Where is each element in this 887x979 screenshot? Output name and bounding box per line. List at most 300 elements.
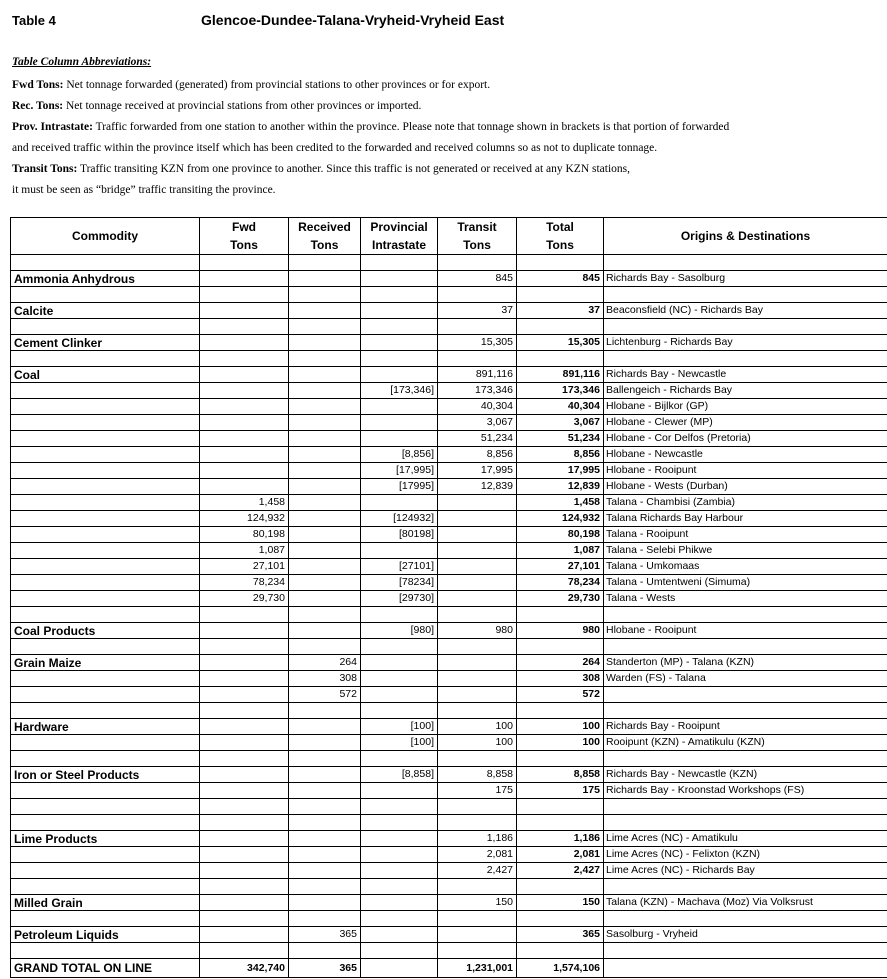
cell-provincial-intrastate: [124932] [361,511,438,527]
cell-origins-destinations: Hlobane - Rooipunt [604,623,887,639]
cell-received-tons [289,591,361,607]
cell-transit-tons: 2,427 [438,863,517,879]
abbreviation-text: Net tonnage received at provincial stations from other provinces or imported. [63,100,422,112]
cell-fwd-tons [200,367,289,383]
grand-total-received: 365 [289,959,361,978]
cell-total-tons: 78,234 [517,575,604,591]
cell-provincial-intrastate [361,911,438,927]
table-row [11,719,887,735]
cell-provincial-intrastate [361,335,438,351]
cell-provincial-intrastate [361,495,438,511]
cell-commodity [11,607,200,623]
cell-provincial-intrastate: [8,856] [361,447,438,463]
cell-provincial-intrastate [361,303,438,319]
cell-fwd-tons: 29,730 [200,591,289,607]
cell-origins-destinations: Hlobane - Wests (Durban) [604,479,887,495]
cell-transit-tons [438,815,517,831]
table-row [11,671,887,687]
table-row [11,463,887,479]
cell-provincial-intrastate [361,687,438,703]
cell-received-tons [289,351,361,367]
cell-commodity: Hardware [11,719,200,735]
cell-transit-tons: 1,186 [438,831,517,847]
cell-total-tons [517,255,604,271]
table-row [11,495,887,511]
cell-transit-tons [438,559,517,575]
cell-commodity [11,319,200,335]
cell-origins-destinations [604,255,887,271]
cell-transit-tons [438,671,517,687]
cell-total-tons: 2,081 [517,847,604,863]
header-commodity: Commodity [11,218,200,255]
cell-transit-tons [438,607,517,623]
cell-provincial-intrastate [361,351,438,367]
cell-total-tons: 27,101 [517,559,604,575]
abbreviation-text: Net tonnage forwarded (generated) from provincial stations to other provinces or for export. [63,79,491,91]
table-row [11,255,887,271]
cell-commodity [11,559,200,575]
cell-transit-tons: 150 [438,895,517,911]
cell-received-tons [289,367,361,383]
cell-total-tons: 40,304 [517,399,604,415]
cell-commodity [11,591,200,607]
cell-commodity [11,527,200,543]
cell-provincial-intrastate: [173,346] [361,383,438,399]
cell-commodity [11,911,200,927]
cell-transit-tons [438,287,517,303]
cell-provincial-intrastate [361,751,438,767]
cell-fwd-tons [200,911,289,927]
table-row [11,591,887,607]
cell-received-tons [289,431,361,447]
abbreviation-text: Traffic transiting KZN from one province to another. Since this traffic is not generated or received at any KZN stations, [77,163,631,175]
cell-transit-tons: 8,856 [438,447,517,463]
cell-total-tons: 80,198 [517,527,604,543]
cell-received-tons [289,943,361,959]
cell-origins-destinations: Hlobane - Rooipunt [604,463,887,479]
cell-total-tons: 173,346 [517,383,604,399]
cell-commodity [11,575,200,591]
table-header-row [11,218,887,255]
cell-fwd-tons: 78,234 [200,575,289,591]
cell-fwd-tons [200,463,289,479]
cell-received-tons [289,399,361,415]
cell-received-tons [289,271,361,287]
cell-fwd-tons: 1,087 [200,543,289,559]
cell-received-tons [289,815,361,831]
cell-fwd-tons [200,319,289,335]
cell-fwd-tons [200,415,289,431]
cell-total-tons: 150 [517,895,604,911]
cell-provincial-intrastate [361,367,438,383]
cell-origins-destinations: Richards Bay - Rooipunt [604,719,887,735]
table-row [11,911,887,927]
cell-commodity [11,879,200,895]
abbreviations-heading: Table Column Abbreviations: [12,56,152,68]
cell-origins-destinations: Hlobane - Clewer (MP) [604,415,887,431]
cell-transit-tons [438,319,517,335]
cell-total-tons: 891,116 [517,367,604,383]
cell-total-tons: 308 [517,671,604,687]
cell-total-tons: 3,067 [517,415,604,431]
cell-transit-tons: 51,234 [438,431,517,447]
cell-fwd-tons [200,271,289,287]
cell-origins-destinations [604,799,887,815]
cell-transit-tons: 891,116 [438,367,517,383]
table-row [11,607,887,623]
cell-commodity: Calcite [11,303,200,319]
cell-provincial-intrastate [361,879,438,895]
cell-commodity [11,639,200,655]
cell-origins-destinations: Talana - Wests [604,591,887,607]
cell-fwd-tons [200,863,289,879]
cell-commodity: Milled Grain [11,895,200,911]
cell-origins-destinations: Lime Acres (NC) - Richards Bay [604,863,887,879]
cell-provincial-intrastate: [980] [361,623,438,639]
cell-received-tons [289,783,361,799]
cell-origins-destinations: Rooipunt (KZN) - Amatikulu (KZN) [604,735,887,751]
cell-commodity [11,815,200,831]
cell-origins-destinations [604,911,887,927]
cell-provincial-intrastate [361,703,438,719]
cell-fwd-tons [200,671,289,687]
cell-commodity [11,751,200,767]
cell-provincial-intrastate [361,655,438,671]
cell-origins-destinations: Warden (FS) - Talana [604,671,887,687]
cell-origins-destinations: Richards Bay - Newcastle (KZN) [604,767,887,783]
cell-fwd-tons [200,447,289,463]
table-row [11,399,887,415]
cell-commodity [11,735,200,751]
cell-total-tons [517,351,604,367]
abbreviation-line [12,117,882,138]
cell-provincial-intrastate [361,831,438,847]
cell-provincial-intrastate: [8,858] [361,767,438,783]
table-row [11,383,887,399]
table-row [11,543,887,559]
cell-provincial-intrastate [361,927,438,943]
cell-origins-destinations: Lichtenburg - Richards Bay [604,335,887,351]
cell-fwd-tons [200,399,289,415]
cell-fwd-tons [200,607,289,623]
table-row [11,783,887,799]
cell-transit-tons [438,495,517,511]
cell-received-tons [289,335,361,351]
cell-received-tons [289,575,361,591]
table-row [11,879,887,895]
cell-transit-tons [438,511,517,527]
cell-commodity [11,463,200,479]
grand-total-intrastate [361,959,438,978]
cell-provincial-intrastate [361,415,438,431]
cell-total-tons: 572 [517,687,604,703]
cell-origins-destinations: Sasolburg - Vryheid [604,927,887,943]
cell-total-tons: 8,856 [517,447,604,463]
cell-total-tons [517,943,604,959]
cell-origins-destinations: Standerton (MP) - Talana (KZN) [604,655,887,671]
cell-received-tons [289,767,361,783]
cell-transit-tons [438,687,517,703]
cell-transit-tons: 12,839 [438,479,517,495]
abbreviations-section [12,54,882,201]
cell-total-tons [517,319,604,335]
cell-total-tons [517,639,604,655]
cell-origins-destinations [604,607,887,623]
cell-provincial-intrastate: [100] [361,735,438,751]
cell-transit-tons: 17,995 [438,463,517,479]
cell-origins-destinations [604,687,887,703]
cell-fwd-tons [200,431,289,447]
header-received-tons: Received Tons [289,218,361,255]
cell-commodity [11,687,200,703]
table-row [11,271,887,287]
table-row [11,703,887,719]
table-row [11,687,887,703]
abbreviation-text: Traffic forwarded from one station to another within the province. Please note that tonnage shown in brackets is that portion of forwarded [92,121,730,133]
cell-origins-destinations [604,639,887,655]
cell-provincial-intrastate [361,943,438,959]
cell-origins-destinations [604,351,887,367]
cell-transit-tons [438,351,517,367]
table-row [11,639,887,655]
table-row [11,735,887,751]
cell-commodity [11,383,200,399]
cell-received-tons [289,911,361,927]
cell-received-tons [289,863,361,879]
cell-commodity [11,511,200,527]
cell-received-tons [289,751,361,767]
table-row [11,303,887,319]
cell-total-tons: 1,458 [517,495,604,511]
cell-commodity [11,847,200,863]
table-row [11,943,887,959]
cell-fwd-tons [200,479,289,495]
table-row [11,367,887,383]
cell-transit-tons [438,639,517,655]
cell-provincial-intrastate [361,399,438,415]
cell-origins-destinations: Hlobane - Cor Delfos (Pretoria) [604,431,887,447]
cell-transit-tons: 100 [438,735,517,751]
cell-received-tons [289,303,361,319]
cell-total-tons: 124,932 [517,511,604,527]
cell-provincial-intrastate: [80198] [361,527,438,543]
table-row [11,895,887,911]
cell-origins-destinations: Talana - Umtentweni (Simuma) [604,575,887,591]
cell-total-tons: 100 [517,735,604,751]
cell-transit-tons [438,751,517,767]
cell-provincial-intrastate [361,543,438,559]
cell-commodity [11,447,200,463]
cell-commodity [11,495,200,511]
cell-total-tons: 12,839 [517,479,604,495]
table-row [11,847,887,863]
abbreviation-line [12,96,882,117]
cell-received-tons [289,287,361,303]
document-title: Glencoe-Dundee-Talana-Vryheid-Vryheid East [201,12,505,28]
cell-fwd-tons [200,943,289,959]
cell-fwd-tons [200,847,289,863]
abbreviation-line [12,159,882,180]
cell-origins-destinations [604,815,887,831]
abbreviation-line [12,75,882,96]
grand-total-total: 1,574,106 [517,959,604,978]
cell-received-tons [289,847,361,863]
table-row [11,559,887,575]
cell-total-tons: 980 [517,623,604,639]
cell-origins-destinations [604,879,887,895]
cell-total-tons [517,287,604,303]
cell-fwd-tons: 27,101 [200,559,289,575]
cell-received-tons [289,719,361,735]
cell-commodity [11,863,200,879]
cell-origins-destinations [604,287,887,303]
cell-provincial-intrastate [361,431,438,447]
table-row [11,431,887,447]
cell-fwd-tons: 1,458 [200,495,289,511]
cell-provincial-intrastate [361,319,438,335]
cell-fwd-tons [200,927,289,943]
cell-total-tons: 100 [517,719,604,735]
header-origins-destinations: Origins & Destinations [604,218,887,255]
cell-provincial-intrastate [361,783,438,799]
cell-commodity [11,479,200,495]
cell-received-tons [289,895,361,911]
cell-origins-destinations: Hlobane - Newcastle [604,447,887,463]
cell-fwd-tons [200,831,289,847]
cell-transit-tons: 37 [438,303,517,319]
cell-fwd-tons [200,719,289,735]
cell-received-tons [289,527,361,543]
cell-transit-tons [438,879,517,895]
abbreviation-term: Rec. Tons: [12,100,64,112]
cell-provincial-intrastate [361,255,438,271]
header-total-tons: Total Tons [517,218,604,255]
cell-commodity: Ammonia Anhydrous [11,271,200,287]
abbreviation-line [12,180,882,201]
cell-transit-tons [438,543,517,559]
cell-commodity [11,799,200,815]
cell-commodity: Coal [11,367,200,383]
cell-total-tons [517,607,604,623]
cell-received-tons: 572 [289,687,361,703]
cell-provincial-intrastate: [27101] [361,559,438,575]
cell-commodity [11,431,200,447]
cell-total-tons [517,751,604,767]
grand-total-label: GRAND TOTAL ON LINE [11,959,200,978]
cell-commodity [11,943,200,959]
table-row [11,815,887,831]
cell-transit-tons: 8,858 [438,767,517,783]
cell-received-tons [289,799,361,815]
cell-transit-tons: 2,081 [438,847,517,863]
table-number: Table 4 [12,13,56,28]
cell-provincial-intrastate [361,847,438,863]
cell-received-tons [289,639,361,655]
cell-origins-destinations: Talana - Chambisi (Zambia) [604,495,887,511]
cell-fwd-tons [200,751,289,767]
table-row [11,767,887,783]
grand-total-row [11,959,887,978]
abbreviation-line [12,138,882,159]
cell-provincial-intrastate [361,895,438,911]
table-row [11,335,887,351]
cell-total-tons: 1,186 [517,831,604,847]
cell-provincial-intrastate [361,863,438,879]
cell-total-tons [517,703,604,719]
header-transit-tons: Transit Tons [438,218,517,255]
cell-received-tons: 365 [289,927,361,943]
cell-fwd-tons [200,383,289,399]
cell-origins-destinations: Ballengeich - Richards Bay [604,383,887,399]
cell-fwd-tons [200,287,289,303]
cell-provincial-intrastate [361,815,438,831]
cell-provincial-intrastate [361,671,438,687]
cell-commodity [11,543,200,559]
abbreviations-list [12,75,882,201]
cell-fwd-tons [200,783,289,799]
table-row [11,799,887,815]
cell-fwd-tons [200,255,289,271]
cell-total-tons: 845 [517,271,604,287]
cell-received-tons [289,511,361,527]
table-row [11,479,887,495]
cell-fwd-tons [200,623,289,639]
cell-commodity [11,287,200,303]
cell-total-tons: 365 [517,927,604,943]
table-row [11,415,887,431]
cell-transit-tons [438,255,517,271]
table-row [11,575,887,591]
table-row [11,623,887,639]
cell-transit-tons [438,927,517,943]
cell-transit-tons: 100 [438,719,517,735]
cell-fwd-tons [200,687,289,703]
cell-commodity: Coal Products [11,623,200,639]
cell-received-tons [289,383,361,399]
cell-received-tons [289,255,361,271]
cell-total-tons: 29,730 [517,591,604,607]
cell-transit-tons: 845 [438,271,517,287]
cell-origins-destinations [604,751,887,767]
cell-received-tons: 308 [289,671,361,687]
cell-origins-destinations: Lime Acres (NC) - Amatikulu [604,831,887,847]
cell-origins-destinations: Richards Bay - Kroonstad Workshops (FS) [604,783,887,799]
cell-fwd-tons [200,351,289,367]
cell-fwd-tons [200,735,289,751]
cell-received-tons [289,543,361,559]
cell-fwd-tons [200,655,289,671]
cell-transit-tons: 173,346 [438,383,517,399]
cell-total-tons: 51,234 [517,431,604,447]
header-fwd-tons: Fwd Tons [200,218,289,255]
grand-total-transit: 1,231,001 [438,959,517,978]
cell-origins-destinations: Talana (KZN) - Machava (Moz) Via Volksrust [604,895,887,911]
table-row [11,527,887,543]
abbreviation-text: and received traffic within the province itself which has been credited to the forwarded and received columns so as not to duplicate tonnage. [12,142,658,154]
cell-transit-tons [438,943,517,959]
cell-commodity: Iron or Steel Products [11,767,200,783]
cell-origins-destinations: Richards Bay - Newcastle [604,367,887,383]
cell-total-tons: 175 [517,783,604,799]
cell-received-tons [289,447,361,463]
cell-transit-tons [438,655,517,671]
cell-commodity: Lime Products [11,831,200,847]
cell-provincial-intrastate [361,271,438,287]
cell-provincial-intrastate: [100] [361,719,438,735]
cell-origins-destinations: Beaconsfield (NC) - Richards Bay [604,303,887,319]
cell-fwd-tons [200,879,289,895]
cell-received-tons [289,607,361,623]
